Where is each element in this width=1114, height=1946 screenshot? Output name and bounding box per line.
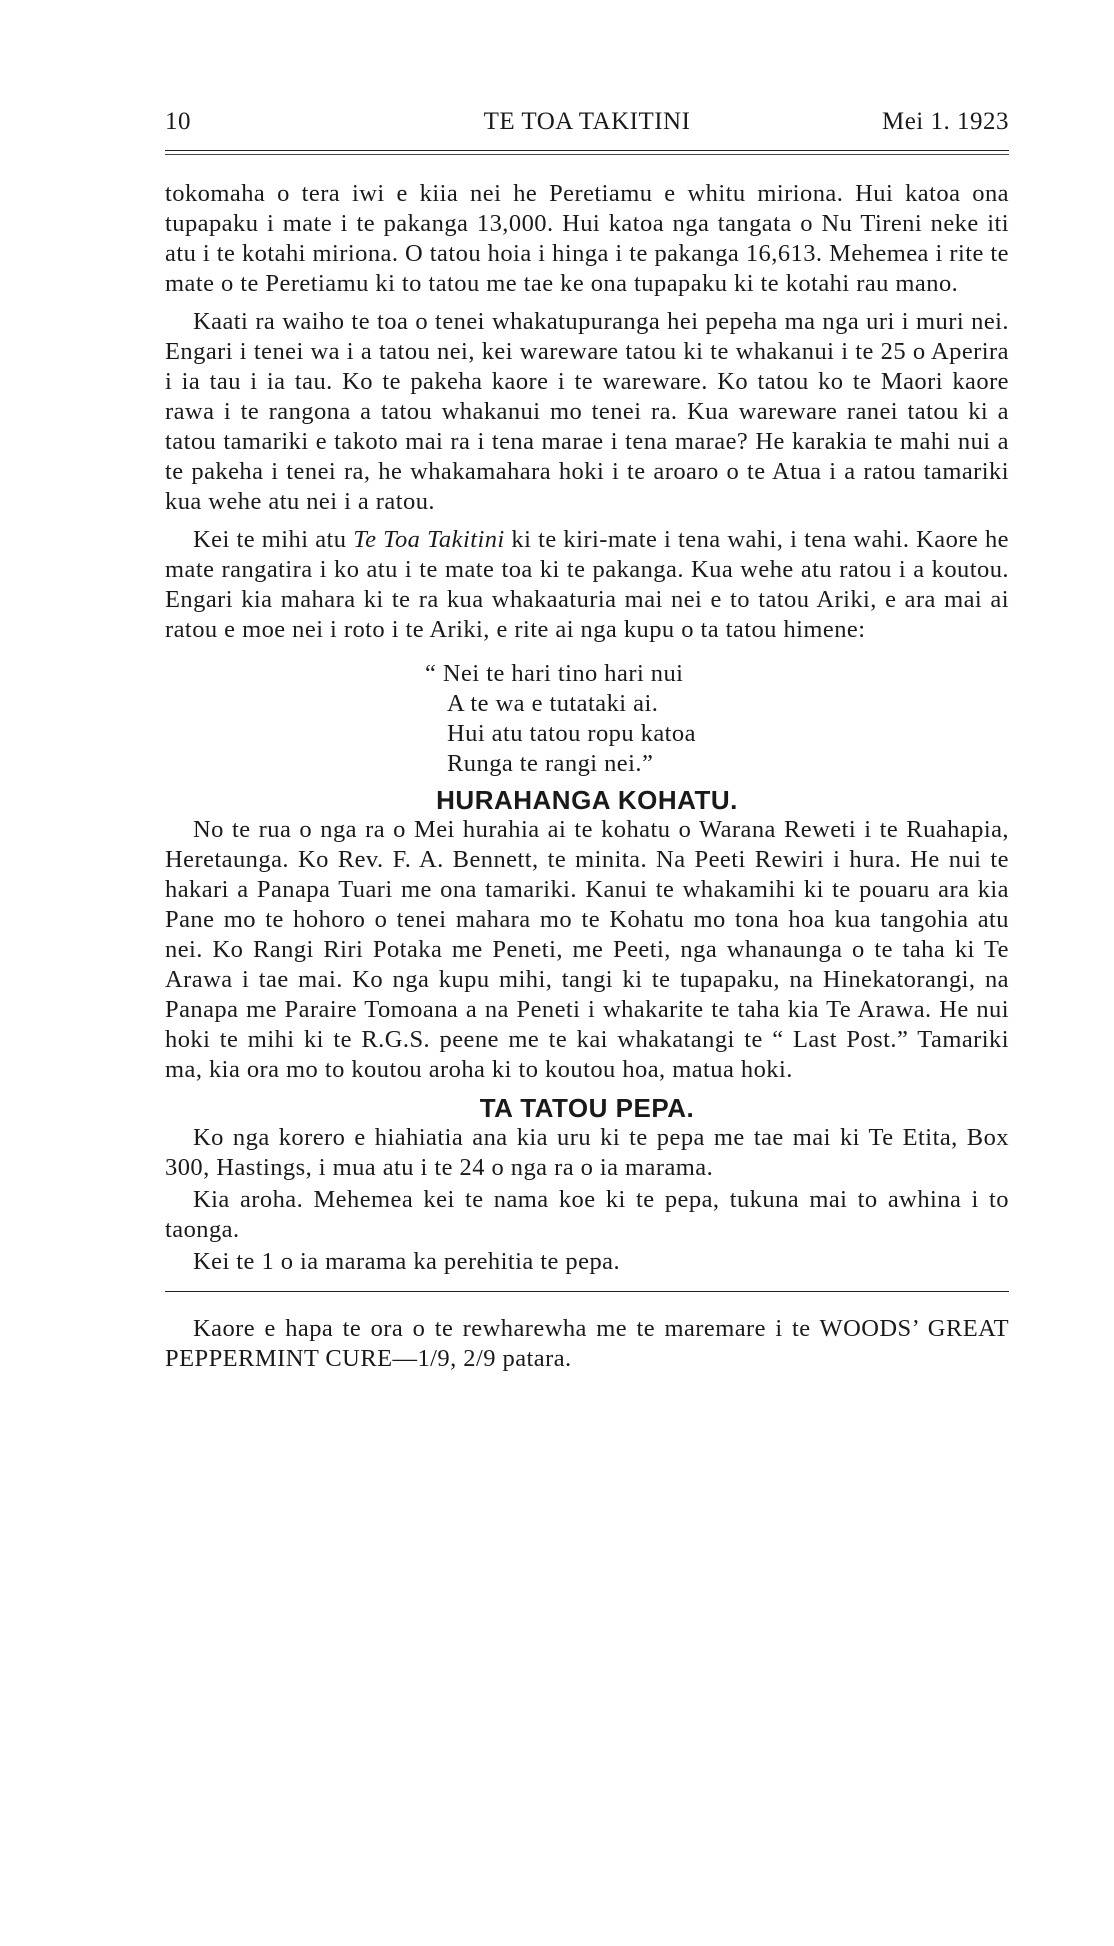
publication-title: TE TOA TAKITINI xyxy=(483,108,691,135)
paragraph-3 xyxy=(165,525,1009,645)
section-2-paragraph-3: Kei te 1 o ia marama ka perehitia te pepa. xyxy=(193,1248,621,1275)
advertisement xyxy=(165,1314,1009,1374)
section-2-paragraph-1: Ko nga korero e hiahiatia ana kia uru ki te pepa me tae mai ki Te Etita, Box 300, Hastings, i mua atu i te 24 o nga ra o ia marama. xyxy=(165,1124,1009,1181)
section-1-text: No te rua o nga ra o Mei hurahia ai te kohatu o Warana Reweti i te Ruahapia, Heretaunga. Ko Rev. F. A. Bennett, te minita. Na Peeti Rewiri i hura. He nui te hakari a Panapa Tuari me ona tamariki. Kanui te whakamihi ki te pouaru ara kia Pane mo te hohoro o tenei mahara mo te Kohatu mo tona hoa kua tangohia atu nei. Ko Rangi Riri Potaka me Peneti, me Peeti, nga whanaunga o te taha ki Te Arawa i tae mai. Ko nga kupu mihi, tangi ki te tupapaku, na Hinekatorangi, na Panapa me Paraire Tomoana a na Peneti i whakarite te taha kia Te Arawa. He nui hoki te mihi ki te R.G.S. peene me te kai whakatangi te “ Last Post.” Tamariki ma, kia ora mo to koutou aroha ki to koutou hoa, matua hoki. xyxy=(165,816,1009,1083)
verse-line: Hui atu tatou ropu katoa xyxy=(447,720,696,747)
paragraph-3-end: ki te kiri-mate i tena wahi, i tena wahi. Kaore he mate rangatira i ko atu i te mate toa ki te pakanga. Kua wehe atu ratou i a koutou. Engari kia mahara ki te ra kua whakaaturia mai nei e to tatou Ariki, e ara mai ai ratou e moe nei i roto i te Ariki, e rite ai nga kupu o ta tatou himene: xyxy=(165,526,1010,643)
verse-line: A te wa e tutataki ai. xyxy=(447,690,659,717)
page xyxy=(165,108,1009,1374)
verse-line: “ Nei te hari tino hari nui xyxy=(425,660,684,687)
verse-line: Runga te rangi nei.” xyxy=(447,750,654,777)
section-heading-pepa: TA TATOU PEPA. xyxy=(479,1093,695,1123)
header-rule xyxy=(165,150,1009,155)
advertisement-text: Kaore e hapa te ora o te rewharewha me te maremare i te WOODS’ GREAT PEPPERMINT CURE—1/9, 2/9 patara. xyxy=(165,1315,1009,1372)
footer-rule xyxy=(165,1291,1009,1292)
hymn-verse xyxy=(425,659,1009,779)
paragraph-3-start: Kei te mihi atu xyxy=(193,526,354,553)
paragraph-2: Kaati ra waiho te toa o tenei whakatupuranga hei pepeha ma nga uri i muri nei. Engari i tenei wa i a tatou nei, kei wareware tatou ki te whakanui i te 25 o Aperira i ia tau i ia tau. Ko te pakeha kaore i te wareware. Ko tatou ko te Maori kaore rawa i te rangona a tatou whakanui mo tenei ra. Kua wareware ranei tatou ki a tatou tamariki e takoto mai ra i tena marae i tena marae? He karakia te mahi nui a te pakeha i tenei ra, he whakamahara hoki i te aroaro o te Atua i a ratou tamariki kua wehe atu nei i a ratou. xyxy=(165,308,1009,515)
running-header xyxy=(165,108,1009,142)
paragraph-1: tokomaha o tera iwi e kiia nei he Peretiamu e whitu miriona. Hui katoa ona tupapaku i mate i te pakanga 13,000. Hui katoa nga tangata o Nu Tireni neke iti atu i te kotahi miriona. O tatou hoia i hinga i te pakanga 16,613. Mehemea i rite te mate o te Peretiamu ki to tatou me tae ke ona tupapaku ki te kotahi rau mano. xyxy=(165,180,1009,297)
page-number: 10 xyxy=(165,108,191,135)
article-body xyxy=(165,179,1009,1277)
paper-name-italic: Te Toa Takitini xyxy=(353,526,505,553)
section-2-paragraph-2: Kia aroha. Mehemea kei te nama koe ki te pepa, tukuna mai to awhina i to taonga. xyxy=(165,1186,1009,1243)
section-heading-hurahanga: HURAHANGA KOHATU. xyxy=(436,785,738,815)
issue-date: Mei 1. 1923 xyxy=(881,108,1009,135)
